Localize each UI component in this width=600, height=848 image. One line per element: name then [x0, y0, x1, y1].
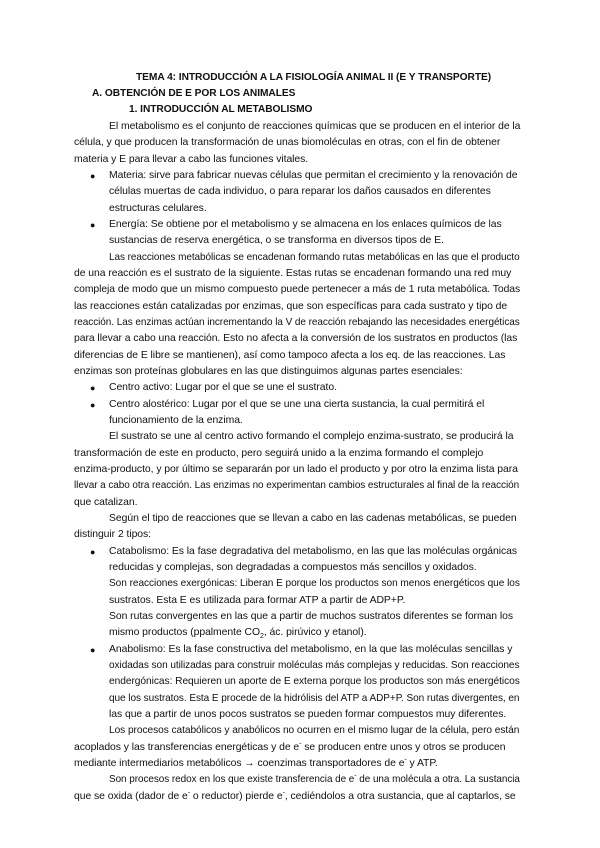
list-item-line: las que a partir de unos pocos sustratos se pueden formar compuestos muy diferentes.	[109, 709, 507, 720]
bullet-icon: ●	[90, 400, 96, 410]
bullet-icon: ●	[90, 547, 96, 557]
paragraph-line: que se oxida (dador de e- o reductor) pierde e-, cediéndolos a otra sustancia, que al captarlos, se	[74, 789, 516, 802]
list-item-line: que los sustratos. Esta E procede de la hidrólisis del ATP a ADP+P. Son rutas divergentes, en	[109, 693, 520, 704]
list-item-line: sustancias de reserva energética, o se transforma en diversos tipos de E.	[109, 235, 444, 246]
paragraph-line: reacción. Las enzimas actúan incrementando la V de reacción rebajando las necesidades energéticas	[74, 317, 520, 328]
bullet-icon: ●	[90, 220, 96, 230]
list-item-line: Energía: Se obtiene por el metabolismo y se almacena en los enlaces químicos de las	[109, 219, 502, 230]
bullet-icon: ●	[90, 383, 96, 393]
section-heading-a: A. OBTENCIÓN DE E POR LOS ANIMALES	[92, 88, 296, 99]
paragraph-line: El sustrato se une al centro activo formando el complejo enzima-sustrato, se producirá la	[109, 431, 514, 442]
list-item-line: Catabolismo: Es la fase degradativa del metabolismo, en las que las moléculas orgánicas	[109, 546, 518, 557]
bullet-icon: ●	[90, 171, 96, 181]
paragraph-line: Según el tipo de reacciones que se llevan a cabo en las cadenas metabólicas, se pueden	[109, 513, 517, 524]
list-item-line: oxidadas son utilizadas para construir moléculas más complejas y reducidas. Son reacciones	[109, 660, 520, 671]
list-item-line: sustratos. Esta E es utilizada para formar ATP a partir de ADP+P.	[109, 595, 406, 606]
list-item-line: Son reacciones exergónicas: Liberan E porque los productos son menos energéticos que los	[109, 578, 520, 589]
list-item-line: mismo productos (ppalmente $CO_2$, ác. pirúvico y etanol).	[109, 627, 367, 641]
paragraph-line: mediante intermediarios metabólicos → coenzimas transportadores de e- y ATP.	[74, 756, 438, 769]
paragraph-line: enzima-producto, y por último se separarán por un lado el producto y por otro la enzima lista para	[74, 464, 518, 475]
document-title: TEMA 4: INTRODUCCIÓN A LA FISIOLOGÍA ANIMAL II (E Y TRANSPORTE)	[136, 72, 492, 83]
paragraph-line: transformación de este en producto, pero seguirá unido a la enzima formando el complejo	[74, 448, 484, 459]
list-item-line: Anabolismo: Es la fase constructiva del metabolismo, en la que las moléculas sencillas y	[109, 644, 513, 655]
list-item-line: Son rutas convergentes en las que a partir de muchos sustratos diferentes se forman los	[109, 611, 513, 622]
paragraph-line: enzimas son proteínas globulares en las que distinguimos algunas partes esenciales:	[74, 366, 463, 377]
paragraph-line: materia y E para llevar a cabo las funciones vitales.	[74, 154, 309, 165]
paragraph-line: las reacciones están catalizadas por enzimas, que son específicas para cada sustrato y tipo de	[74, 301, 508, 312]
paragraph-line: Las reacciones metabólicas se encadenan formando rutas metabólicas en las que el producto	[109, 252, 520, 263]
paragraph-line: de una reacción es el sustrato de la siguiente. Estas rutas se encadenan formando una red muy	[74, 268, 512, 279]
list-item-line: estructuras celulares.	[109, 203, 207, 214]
paragraph-line: Los procesos catabólicos y anabólicos no ocurren en el mismo lugar de la célula, pero están	[109, 725, 520, 736]
paragraph-line: Son procesos redox en los que existe transferencia de e- de una molécula a otra. La sustancia	[109, 772, 520, 785]
paragraph-line: acoplados y las transferencias energéticas y de e- se producen entre unos y otros se producen	[74, 740, 506, 753]
paragraph-line: que catalizan.	[74, 497, 138, 508]
section-heading-1: 1. INTRODUCCIÓN AL METABOLISMO	[129, 104, 313, 115]
list-item-line: Centro alostérico: Lugar por el que se une una cierta sustancia, la cual permitirá el	[109, 399, 485, 410]
paragraph-line: llevar a cabo otra reacción. Las enzimas no experimentan cambios estructurales al final de la reacción	[74, 480, 520, 491]
paragraph-line: distinguir 2 tipos:	[74, 529, 152, 540]
list-item-line: Materia: sirve para fabricar nuevas células que permitan el crecimiento y la renovación de	[109, 170, 518, 181]
list-item-line: reducidas y complejas, son degradadas a compuestos más sencillos y oxidados.	[109, 562, 477, 573]
paragraph-line: célula, y que producen la transformación de unas biomoléculas en otras, con el fin de obtener	[74, 137, 501, 148]
list-item-line: endergónicas: Requieren un aporte de E externa porque los productos son más energéticos	[109, 676, 520, 687]
list-item-line: células muertas de cada individuo, o para reparar los daños causados en diferentes	[109, 186, 491, 197]
paragraph-line: compleja de modo que un mismo compuesto puede pertenecer a más de 1 ruta metabólica. Todas	[74, 284, 521, 295]
bullet-icon: ●	[90, 645, 96, 655]
list-item-line: funcionamiento de la enzima.	[109, 415, 243, 426]
paragraph-line: diferencias de E libre se mantienen), así como tampoco afecta a los eq. de las reacciones. Las	[74, 350, 506, 361]
paragraph-line: El metabolismo es el conjunto de reacciones químicas que se producen en el interior de la	[109, 121, 521, 132]
paragraph-line: para llevar a cabo una reacción. Esto no afecta a la conversión de los sustratos en productos (las	[74, 333, 518, 344]
list-item-line: Centro activo: Lugar por el que se une el sustrato.	[109, 382, 337, 393]
